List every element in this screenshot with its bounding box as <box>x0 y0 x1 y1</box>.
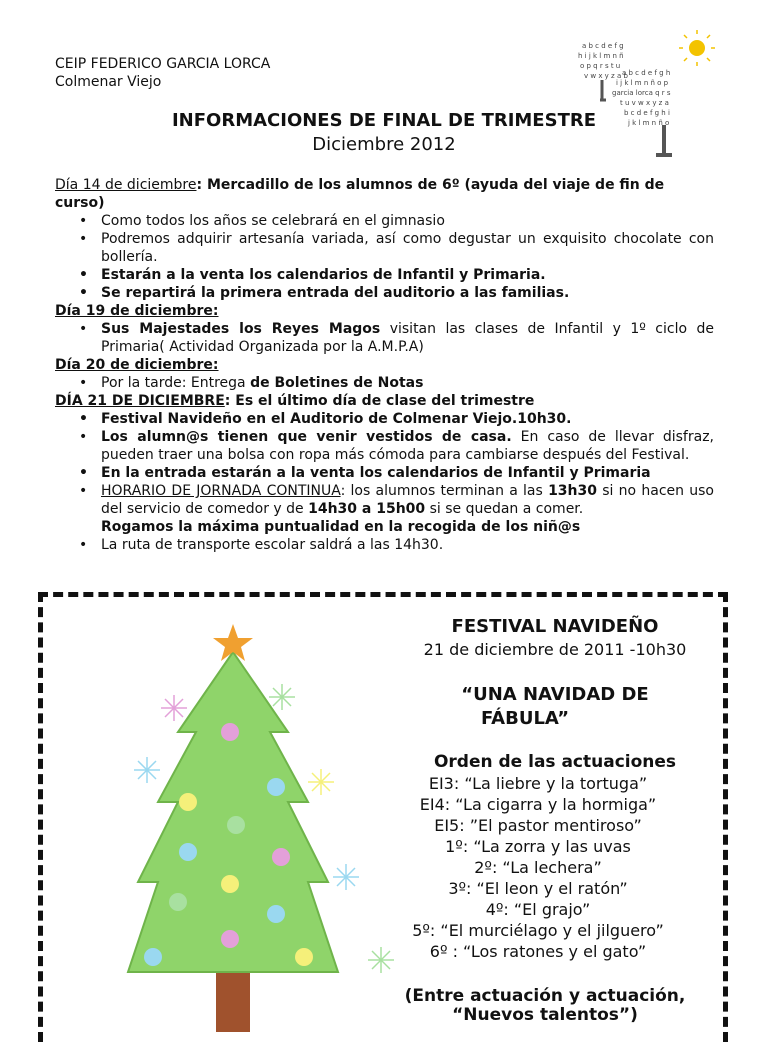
list-item: • Festival Navideño en el Auditorio de Colmenar Viejo.10h30. <box>101 410 714 428</box>
svg-text:garcia lorca q r s: garcia lorca q r s <box>612 89 671 97</box>
list-item: • Sus Majestades los Reyes Magos visitan las clases de Infantil y 1º ciclo de Primaria( Actividad Organizada por la A.M.P.A) <box>101 320 714 356</box>
act-item: 2º: “La lechera” <box>474 858 602 877</box>
svg-text:b c d e f g h i: b c d e f g h i <box>624 109 670 117</box>
page-title: INFORMACIONES DE FINAL DE TRIMESTRE <box>171 110 597 131</box>
day-19-list <box>55 320 714 356</box>
svg-text:j k l m n ñ o: j k l m n ñ o <box>628 119 670 127</box>
order-title: Orden de las actuaciones <box>433 752 677 772</box>
list-item: • Por la tarde: Entrega de Boletines de Notas <box>101 374 714 392</box>
list-item: • Como todos los años se celebrará en el gimnasio <box>101 212 714 230</box>
svg-text:t u v w x y z a: t u v w x y z a <box>620 99 669 107</box>
act-item: EI3: “La liebre y la tortuga” <box>428 774 648 793</box>
svg-text:i j k l m n ñ o p: i j k l m n ñ o p <box>616 79 669 87</box>
show-title-line2: FÁBULA” <box>480 708 570 729</box>
act-item: EI4: “La cigarra y la hormiga” <box>419 795 657 814</box>
svg-text:a b c d e f g: a b c d e f g <box>582 42 624 50</box>
svg-text:a b c d e f g h: a b c d e f g h <box>622 69 671 77</box>
school-header <box>55 55 270 91</box>
list-item: • Se repartirá la primera entrada del auditorio a las familias. <box>101 284 714 302</box>
act-item: 5º: “El murciélago y el jilguero” <box>412 921 664 940</box>
list-item: • Estarán a la venta los calendarios de Infantil y Primaria. <box>101 266 714 284</box>
list-item: • Podremos adquirir artesanía variada, así como degustar un exquisito chocolate con bollería. <box>101 230 714 266</box>
day-21-list <box>55 410 714 554</box>
page-subtitle: Diciembre 2012 <box>312 134 456 155</box>
day-20-list <box>55 374 714 392</box>
school-name: CEIP FEDERICO GARCIA LORCA <box>55 56 271 72</box>
svg-text:h i j k l m n ñ: h i j k l m n ñ <box>578 52 624 60</box>
svg-text:v w x y z a b: v w x y z a b <box>584 72 628 80</box>
acts-list <box>368 773 708 962</box>
act-item: 3º: “El leon y el ratón” <box>448 879 628 898</box>
day-19-heading: Día 19 de diciembre: <box>55 303 219 319</box>
school-town: Colmenar Viejo <box>55 74 162 90</box>
christmas-tree-icon <box>118 622 408 1032</box>
announcements <box>55 176 714 554</box>
act-item: 6º : “Los ratones y el gato” <box>429 942 647 961</box>
day-14-heading: Día 14 de diciembre: Mercadillo de los alumnos de 6º (ayuda del viaje de fin de curso) <box>55 177 665 211</box>
show-title-line1: “UNA NAVIDAD DE <box>461 684 649 705</box>
festival-note-line1: (Entre actuación y actuación, <box>404 986 686 1006</box>
list-item: • En la entrada estarán a la venta los calendarios de Infantil y Primaria <box>101 464 714 482</box>
act-item: EI5: ”El pastor mentiroso” <box>434 816 642 835</box>
festival-note-line2: “Nuevos talentos”) <box>452 1005 638 1025</box>
list-item: • La ruta de transporte escolar saldrá a las 14h30. <box>101 536 714 554</box>
list-item: • HORARIO DE JORNADA CONTINUA: los alumnos terminan a las 13h30 si no hacen uso del servicio de comedor y de 14h30 a 15h00 si se quedan a comer. <box>101 482 714 518</box>
list-item: Rogamos la máxima puntualidad en la recogida de los niñ@s <box>101 519 581 535</box>
act-item: 1º: “La zorra y las uvas <box>445 837 631 856</box>
act-item: 4º: “El grajo” <box>485 900 591 919</box>
festival-date: 21 de diciembre de 2011 -10h30 <box>423 640 687 659</box>
day-20-heading: Día 20 de diciembre: <box>55 357 219 373</box>
day-21-heading: DÍA 21 DE DICIEMBRE: Es el último día de clase del trimestre <box>55 393 535 409</box>
list-item: • Los alumn@s tienen que venir vestidos de casa. En caso de llevar disfraz, pueden traer una bolsa con ropa más cómoda para cambiarse después del Festival. <box>101 428 714 464</box>
svg-text:o p q r s t u: o p q r s t u <box>580 62 621 70</box>
festival-title: FESTIVAL NAVIDEÑO <box>451 616 659 637</box>
day-14-list <box>55 212 714 302</box>
